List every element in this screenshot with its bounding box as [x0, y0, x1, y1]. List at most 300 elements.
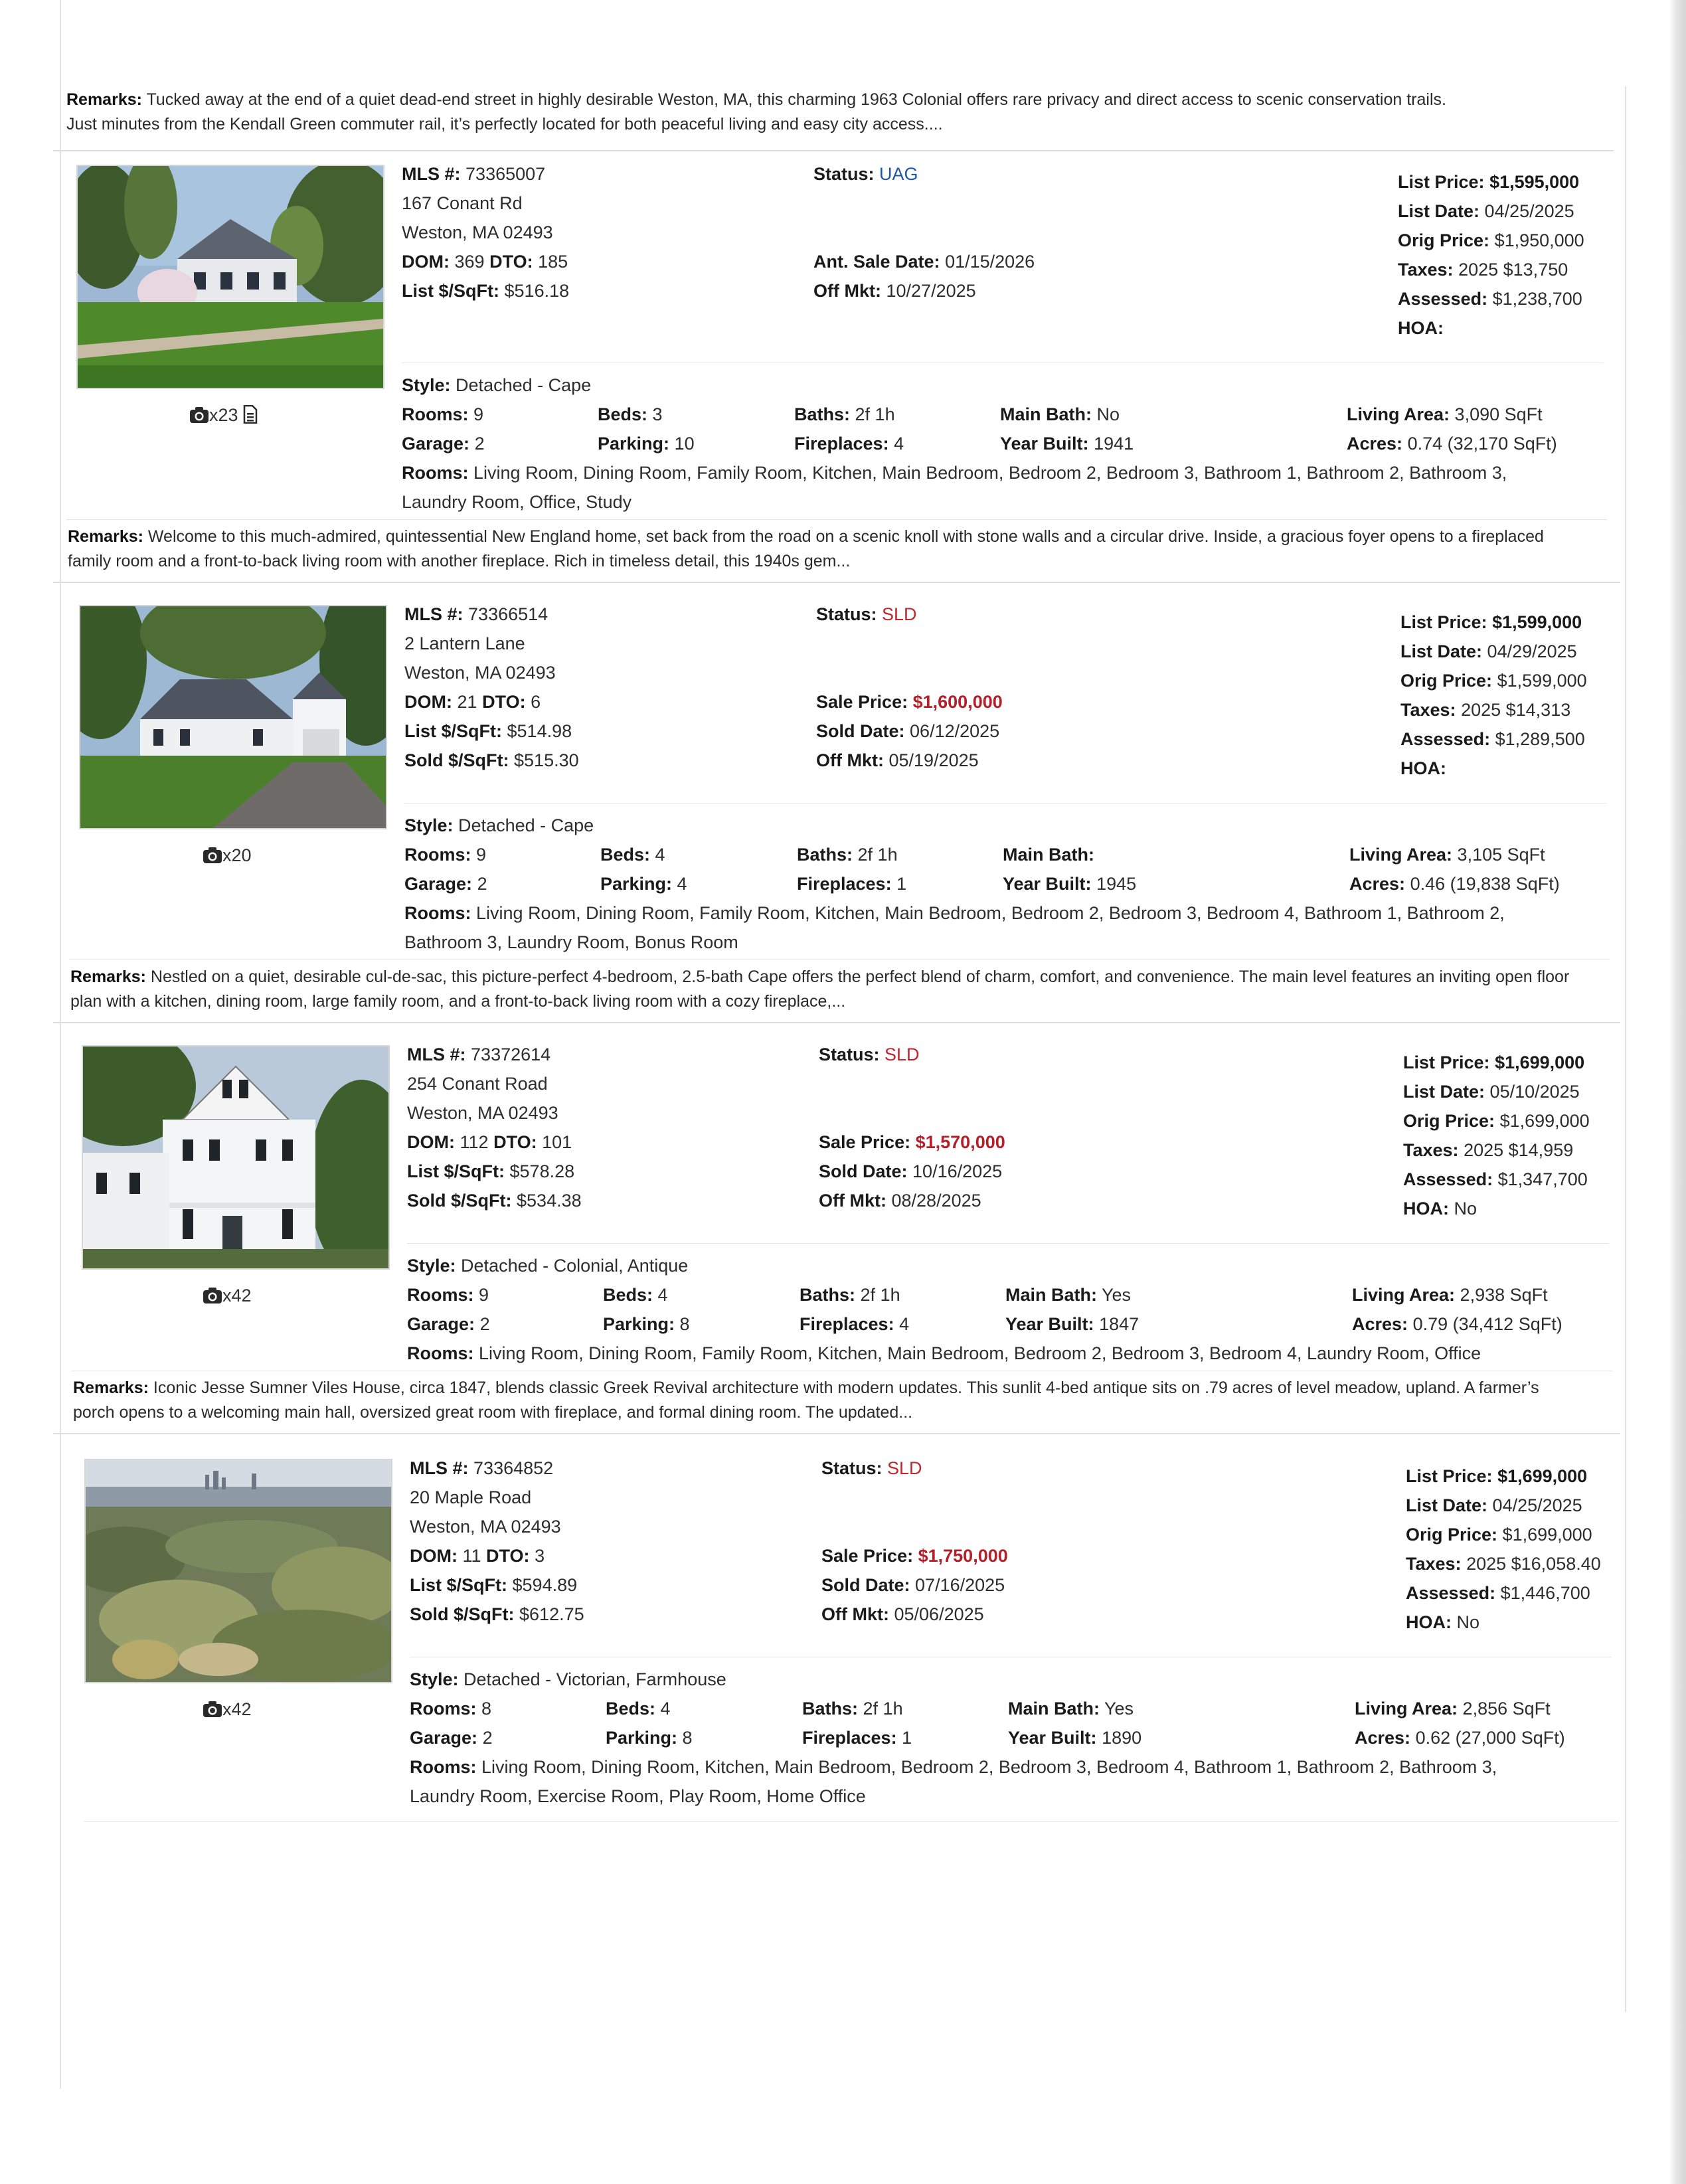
- acres-label: Acres:: [1349, 874, 1406, 894]
- status-label: Status:: [813, 164, 875, 184]
- detail-garage: [402, 429, 485, 458]
- status-value: SLD: [882, 604, 917, 624]
- year-built-label: Year Built:: [1003, 874, 1092, 894]
- living-area-value: 3,105 SqFt: [1457, 845, 1545, 865]
- hoa-label: HOA:: [1398, 318, 1444, 338]
- parking-label: Parking:: [606, 1728, 678, 1748]
- rooms-value: 9: [479, 1285, 489, 1305]
- detail-year-built: [1000, 429, 1134, 458]
- detail-fireplaces: [797, 869, 906, 898]
- detail-year-built: [1005, 1309, 1139, 1339]
- list-date-value: 05/10/2025: [1489, 1082, 1580, 1102]
- listing-pricing: [1400, 608, 1587, 783]
- rooms-list: [402, 458, 1507, 487]
- hoa-value: No: [1454, 1199, 1477, 1218]
- sale-price-label: Sale Price:: [816, 692, 908, 712]
- baths-label: Baths:: [794, 404, 851, 424]
- dto-value: 185: [538, 252, 568, 272]
- rooms-list-2-value: Bathroom 3, Laundry Room, Bonus Room: [404, 932, 738, 952]
- listing-photo[interactable]: [82, 1045, 390, 1270]
- fireplaces-value: 4: [894, 434, 904, 454]
- status-value: UAG: [879, 164, 918, 184]
- living-area-value: 2,938 SqFt: [1460, 1285, 1548, 1305]
- off-mkt-value: 05/19/2025: [888, 750, 979, 770]
- assessed-value: $1,446,700: [1500, 1583, 1590, 1603]
- rooms-list-1-value: Living Room, Dining Room, Family Room, Kitchen, Main Bedroom, Bedroom 2, Bedroom 3, Bedroom 4, Bathroom 1, Bathroom 2,: [476, 903, 1505, 923]
- style: [402, 371, 591, 400]
- remarks-separator: [66, 519, 1607, 520]
- year-built-value: 1945: [1096, 874, 1137, 894]
- rooms-list-label: Rooms:: [410, 1757, 477, 1777]
- off-mkt-label: Off Mkt:: [821, 1604, 889, 1624]
- sold-date-value: 06/12/2025: [910, 721, 1000, 741]
- garage-label: Garage:: [404, 874, 473, 894]
- detail-living-area: [1352, 1280, 1548, 1309]
- off-mkt-label: Off Mkt:: [819, 1191, 886, 1211]
- list-price-label: List Price:: [1400, 612, 1487, 632]
- year-built-label: Year Built:: [1000, 434, 1089, 454]
- rooms-label: Rooms:: [410, 1699, 477, 1719]
- acres-label: Acres:: [1355, 1728, 1411, 1748]
- ant-sale-label: Ant. Sale Date:: [813, 252, 940, 272]
- dto-value: 6: [531, 692, 541, 712]
- orig-price-label: Orig Price:: [1400, 671, 1493, 691]
- parking-label: Parking:: [598, 434, 670, 454]
- rooms-list: [407, 1339, 1481, 1368]
- detail-parking: [598, 429, 695, 458]
- listing-identity: [404, 600, 579, 775]
- main-bath-value: No: [1096, 404, 1120, 424]
- orig-price-label: Orig Price:: [1398, 230, 1490, 250]
- style-value: Detached - Victorian, Farmhouse: [464, 1669, 726, 1689]
- mls-value: 73366514: [468, 604, 548, 624]
- parking-value: 8: [679, 1314, 690, 1334]
- listing-remarks: [70, 965, 1578, 1014]
- sale-price-value: $1,600,000: [912, 692, 1003, 712]
- year-built-label: Year Built:: [1005, 1314, 1094, 1334]
- beds-value: 4: [655, 845, 665, 865]
- off-mkt-label: Off Mkt:: [813, 281, 881, 301]
- main-bath-label: Main Bath:: [1003, 845, 1094, 865]
- status-label: Status:: [816, 604, 877, 624]
- detail-year-built: [1003, 869, 1136, 898]
- hoa-label: HOA:: [1400, 758, 1446, 778]
- listing-identity: [410, 1454, 584, 1629]
- orig-price-value: $1,950,000: [1494, 230, 1584, 250]
- style-label: Style:: [402, 375, 451, 395]
- dom-value: 369: [454, 252, 485, 272]
- list-price-label: List Price:: [1398, 172, 1485, 192]
- camera-icon: [203, 1287, 222, 1309]
- document-icon[interactable]: [243, 405, 258, 428]
- taxes-value: 2025 $14,959: [1464, 1140, 1574, 1160]
- off-mkt-value: 05/06/2025: [894, 1604, 984, 1624]
- address1-value: 20 Maple Road: [410, 1487, 532, 1507]
- acres-value: 0.62 (27,000 SqFt): [1415, 1728, 1565, 1748]
- style: [404, 811, 594, 840]
- taxes-value: 2025 $13,750: [1458, 260, 1568, 280]
- listing-photo[interactable]: [79, 605, 387, 829]
- living-area-label: Living Area:: [1347, 404, 1450, 424]
- list-sqft-value: $516.18: [504, 281, 570, 301]
- detail-year-built: [1008, 1723, 1141, 1752]
- dto-label: DTO:: [489, 252, 533, 272]
- mls-label: MLS #:: [404, 604, 464, 624]
- main-bath-value: Yes: [1102, 1285, 1132, 1305]
- detail-beds: [606, 1694, 671, 1723]
- address2-value: Weston, MA 02493: [404, 663, 556, 683]
- baths-label: Baths:: [800, 1285, 856, 1305]
- off-mkt-value: 08/28/2025: [891, 1191, 981, 1211]
- sold-sqft-label: Sold $/SqFt:: [410, 1604, 515, 1624]
- acres-value: 0.74 (32,170 SqFt): [1407, 434, 1557, 454]
- rooms-list-label: Rooms:: [402, 463, 469, 483]
- detail-main-bath: [1003, 840, 1094, 869]
- detail-living-area: [1347, 400, 1543, 429]
- baths-value: 2f 1h: [860, 1285, 900, 1305]
- detail-fireplaces: [794, 429, 904, 458]
- baths-label: Baths:: [802, 1699, 859, 1719]
- dom-label: DOM:: [410, 1546, 458, 1566]
- garage-value: 2: [479, 1314, 490, 1334]
- living-area-value: 2,856 SqFt: [1462, 1699, 1551, 1719]
- detail-parking: [603, 1309, 690, 1339]
- assessed-value: $1,347,700: [1497, 1169, 1588, 1189]
- rooms-list-2-value: Laundry Room, Exercise Room, Play Room, Home Office: [410, 1786, 866, 1806]
- detail-acres: [1352, 1309, 1562, 1339]
- sale-price-label: Sale Price:: [821, 1546, 914, 1566]
- list-sqft-label: List $/SqFt:: [410, 1575, 507, 1595]
- detail-living-area: [1349, 840, 1545, 869]
- assessed-label: Assessed:: [1398, 289, 1488, 309]
- detail-garage: [410, 1723, 493, 1752]
- remarks-text: Welcome to this much-admired, quintessential New England home, set back from the road on a scenic knoll with stone walls and a circular drive. Inside, a gracious foyer opens to a fireplaced family room and a front-to-back living room with another fireplace. Rich in timeless detail, this 1940s gem...: [68, 527, 1544, 570]
- address2-value: Weston, MA 02493: [410, 1517, 561, 1537]
- fireplaces-label: Fireplaces:: [794, 434, 889, 454]
- parking-value: 10: [674, 434, 695, 454]
- off-mkt-value: 10/27/2025: [886, 281, 976, 301]
- top-remarks: [66, 88, 1481, 137]
- scan-edge: [1669, 0, 1686, 2184]
- sold-sqft-value: $515.30: [514, 750, 579, 770]
- dom-label: DOM:: [404, 692, 452, 712]
- parking-label: Parking:: [603, 1314, 675, 1334]
- listing-photo[interactable]: [76, 165, 384, 389]
- address1-value: 254 Conant Road: [407, 1074, 548, 1094]
- beds-value: 3: [652, 404, 663, 424]
- detail-garage: [407, 1309, 490, 1339]
- detail-parking: [600, 869, 687, 898]
- rooms-label: Rooms:: [407, 1285, 474, 1305]
- detail-garage: [404, 869, 487, 898]
- detail-rooms: [404, 840, 486, 869]
- detail-baths: [797, 840, 898, 869]
- address2-value: Weston, MA 02493: [407, 1103, 558, 1123]
- remarks-text: Tucked away at the end of a quiet dead-end street in highly desirable Weston, MA, this charming 1963 Colonial offers rare privacy and direct access to scenic conservation trails. Just minutes from the Kendall Green commuter rail, it’s perfectly located for both peaceful living and easy city access....: [66, 90, 1446, 133]
- assessed-label: Assessed:: [1406, 1583, 1496, 1603]
- list-date-value: 04/25/2025: [1484, 201, 1574, 221]
- garage-value: 2: [474, 434, 485, 454]
- ant-sale-date-value: 01/15/2026: [945, 252, 1035, 272]
- detail-living-area: [1355, 1694, 1551, 1723]
- listing-status: [813, 159, 1035, 335]
- living-area-label: Living Area:: [1352, 1285, 1456, 1305]
- list-price-value: $1,699,000: [1497, 1466, 1588, 1486]
- sold-sqft-label: Sold $/SqFt:: [404, 750, 509, 770]
- parking-value: 8: [682, 1728, 693, 1748]
- list-price-label: List Price:: [1406, 1466, 1493, 1486]
- acres-value: 0.79 (34,412 SqFt): [1412, 1314, 1562, 1334]
- rooms-value: 9: [476, 845, 487, 865]
- living-area-label: Living Area:: [1355, 1699, 1458, 1719]
- style-value: Detached - Cape: [458, 815, 594, 835]
- living-area-value: 3,090 SqFt: [1454, 404, 1543, 424]
- status-value: SLD: [885, 1045, 920, 1064]
- style-value: Detached - Colonial, Antique: [461, 1256, 689, 1276]
- list-date-label: List Date:: [1400, 641, 1483, 661]
- address2-value: Weston, MA 02493: [402, 222, 553, 242]
- baths-value: 2f 1h: [855, 404, 895, 424]
- listing-identity: [407, 1040, 582, 1215]
- rooms-label: Rooms:: [402, 404, 469, 424]
- details-separator: [407, 1243, 1609, 1244]
- remarks-label: Remarks:: [68, 527, 143, 546]
- beds-value: 4: [660, 1699, 671, 1719]
- mls-value: 73372614: [471, 1045, 551, 1064]
- detail-rooms: [407, 1280, 489, 1309]
- detail-acres: [1347, 429, 1557, 458]
- listing-photo[interactable]: [84, 1459, 392, 1683]
- parking-label: Parking:: [600, 874, 673, 894]
- style-label: Style:: [407, 1256, 456, 1276]
- listing-separator: [53, 150, 1614, 151]
- detail-fireplaces: [802, 1723, 912, 1752]
- beds-label: Beds:: [598, 404, 648, 424]
- photo-count[interactable]: x20: [203, 845, 252, 869]
- listing-status: [821, 1454, 1008, 1629]
- sold-date-label: Sold Date:: [816, 721, 905, 741]
- listing-separator: [53, 1433, 1620, 1434]
- page-frame-right: [1625, 86, 1626, 2012]
- address1-value: 2 Lantern Lane: [404, 633, 525, 653]
- beds-label: Beds:: [603, 1285, 653, 1305]
- rooms-value: 8: [481, 1699, 492, 1719]
- list-sqft-label: List $/SqFt:: [404, 721, 502, 741]
- list-price-value: $1,599,000: [1492, 612, 1582, 632]
- year-built-label: Year Built:: [1008, 1728, 1097, 1748]
- main-bath-label: Main Bath:: [1008, 1699, 1100, 1719]
- rooms-list-cont: [402, 487, 632, 517]
- taxes-value: 2025 $14,313: [1461, 700, 1571, 720]
- detail-baths: [802, 1694, 903, 1723]
- rooms-list-label: Rooms:: [407, 1343, 474, 1363]
- style-label: Style:: [404, 815, 454, 835]
- fireplaces-label: Fireplaces:: [797, 874, 892, 894]
- style-label: Style:: [410, 1669, 459, 1689]
- parking-value: 4: [677, 874, 687, 894]
- rooms-list-1-value: Living Room, Dining Room, Family Room, Kitchen, Main Bedroom, Bedroom 2, Bedroom 3, Bedroom 4, Laundry Room, Office: [479, 1343, 1481, 1363]
- detail-fireplaces: [800, 1309, 909, 1339]
- sold-date-label: Sold Date:: [819, 1161, 908, 1181]
- taxes-label: Taxes:: [1406, 1554, 1462, 1574]
- listing-pricing: [1403, 1048, 1590, 1223]
- assessed-value: $1,289,500: [1495, 729, 1585, 749]
- sold-sqft-value: $534.38: [517, 1191, 582, 1211]
- taxes-value: 2025 $16,058.40: [1466, 1554, 1601, 1574]
- rooms-label: Rooms:: [404, 845, 471, 865]
- photo-count[interactable]: x23: [189, 405, 258, 428]
- rooms-list-1-value: Living Room, Dining Room, Kitchen, Main Bedroom, Bedroom 2, Bedroom 3, Bedroom 4, Bathroom 1, Bathroom 2, Bathroom 3,: [481, 1757, 1497, 1777]
- mls-label: MLS #:: [410, 1458, 469, 1478]
- year-built-value: 1890: [1102, 1728, 1142, 1748]
- garage-value: 2: [482, 1728, 493, 1748]
- acres-label: Acres:: [1347, 434, 1403, 454]
- photo-count[interactable]: x42: [203, 1699, 252, 1722]
- hoa-label: HOA:: [1403, 1199, 1449, 1218]
- list-price-label: List Price:: [1403, 1052, 1490, 1072]
- garage-label: Garage:: [410, 1728, 478, 1748]
- listing-end-separator: [84, 1821, 1618, 1822]
- remarks-text: Nestled on a quiet, desirable cul-de-sac, this picture-perfect 4-bedroom, 2.5-bath Cape offers the perfect blend of charm, comfort, and convenience. The main level features an inviting open floor plan with a kitchen, dining room, large family room, and a front-to-back living room with a cozy fireplace,...: [70, 967, 1570, 1011]
- detail-acres: [1349, 869, 1560, 898]
- taxes-label: Taxes:: [1403, 1140, 1459, 1160]
- detail-rooms: [402, 400, 483, 429]
- orig-price-label: Orig Price:: [1403, 1111, 1495, 1131]
- list-date-value: 04/25/2025: [1492, 1495, 1582, 1515]
- status-label: Status:: [819, 1045, 880, 1064]
- sale-price-value: $1,570,000: [915, 1132, 1005, 1152]
- assessed-label: Assessed:: [1400, 729, 1491, 749]
- address1-value: 167 Conant Rd: [402, 193, 523, 213]
- detail-parking: [606, 1723, 693, 1752]
- dto-label: DTO:: [493, 1132, 537, 1152]
- listing-pricing: [1406, 1462, 1601, 1637]
- listing-remarks: [73, 1376, 1580, 1425]
- dto-value: 3: [535, 1546, 545, 1566]
- year-built-value: 1941: [1094, 434, 1134, 454]
- off-mkt-label: Off Mkt:: [816, 750, 884, 770]
- mls-label: MLS #:: [402, 164, 461, 184]
- status-label: Status:: [821, 1458, 883, 1478]
- orig-price-label: Orig Price:: [1406, 1525, 1498, 1545]
- dto-label: DTO:: [486, 1546, 530, 1566]
- sold-sqft-value: $612.75: [519, 1604, 584, 1624]
- rooms-list: [410, 1752, 1497, 1782]
- remarks-label: Remarks:: [70, 967, 146, 986]
- sold-date-value: 10/16/2025: [912, 1161, 1003, 1181]
- garage-value: 2: [477, 874, 487, 894]
- fireplaces-value: 1: [896, 874, 907, 894]
- assessed-label: Assessed:: [1403, 1169, 1493, 1189]
- detail-beds: [598, 400, 663, 429]
- list-sqft-value: $578.28: [509, 1161, 575, 1181]
- page-frame-left: [60, 0, 61, 2088]
- listing-separator: [53, 582, 1620, 583]
- beds-value: 4: [657, 1285, 668, 1305]
- detail-main-bath: [1005, 1280, 1131, 1309]
- camera-icon: [189, 406, 209, 428]
- listing-status: [819, 1040, 1005, 1215]
- style: [410, 1665, 726, 1694]
- style-value: Detached - Cape: [456, 375, 592, 395]
- dom-label: DOM:: [402, 252, 450, 272]
- rooms-list: [404, 898, 1505, 928]
- rooms-list-cont: [404, 928, 738, 957]
- status-value: SLD: [887, 1458, 922, 1478]
- hoa-value: No: [1456, 1612, 1480, 1632]
- garage-label: Garage:: [402, 434, 470, 454]
- detail-baths: [794, 400, 895, 429]
- dto-label: DTO:: [482, 692, 526, 712]
- taxes-label: Taxes:: [1398, 260, 1454, 280]
- baths-label: Baths:: [797, 845, 853, 865]
- list-date-label: List Date:: [1398, 201, 1480, 221]
- main-bath-label: Main Bath:: [1005, 1285, 1097, 1305]
- listing-identity: [402, 159, 569, 335]
- year-built-value: 1847: [1099, 1314, 1139, 1334]
- acres-value: 0.46 (19,838 SqFt): [1410, 874, 1560, 894]
- dom-label: DOM:: [407, 1132, 455, 1152]
- sold-sqft-label: Sold $/SqFt:: [407, 1191, 512, 1211]
- listing-remarks: [68, 525, 1575, 574]
- beds-label: Beds:: [606, 1699, 656, 1719]
- dom-value: 112: [460, 1132, 489, 1152]
- detail-rooms: [410, 1694, 491, 1723]
- fireplaces-label: Fireplaces:: [800, 1314, 894, 1334]
- list-date-label: List Date:: [1406, 1495, 1488, 1515]
- remarks-label: Remarks:: [73, 1379, 149, 1397]
- listing-separator: [53, 1022, 1620, 1023]
- style: [407, 1251, 688, 1280]
- baths-value: 2f 1h: [857, 845, 898, 865]
- orig-price-value: $1,699,000: [1502, 1525, 1592, 1545]
- detail-beds: [600, 840, 665, 869]
- list-date-value: 04/29/2025: [1487, 641, 1577, 661]
- camera-icon: [203, 1701, 222, 1722]
- list-sqft-label: List $/SqFt:: [407, 1161, 505, 1181]
- rooms-list-label: Rooms:: [404, 903, 471, 923]
- rooms-list-2-value: Laundry Room, Office, Study: [402, 492, 632, 512]
- list-sqft-value: $594.89: [512, 1575, 578, 1595]
- main-bath-value: Yes: [1104, 1699, 1134, 1719]
- remarks-text: Iconic Jesse Sumner Viles House, circa 1847, blends classic Greek Revival architecture with modern updates. This sunlit 4-bed antique sits on .79 acres of level meadow, upland. A farmer’s porch opens to a welcoming main hall, oversized great room with fireplace, and formal dining room. The updated...: [73, 1379, 1539, 1422]
- remarks-label: Remarks:: [66, 90, 142, 109]
- fireplaces-label: Fireplaces:: [802, 1728, 897, 1748]
- detail-main-bath: [1000, 400, 1120, 429]
- rooms-value: 9: [473, 404, 484, 424]
- dom-value: 21: [457, 692, 477, 712]
- list-sqft-value: $514.98: [507, 721, 572, 741]
- fireplaces-value: 4: [899, 1314, 910, 1334]
- sold-date-label: Sold Date:: [821, 1575, 910, 1595]
- baths-value: 2f 1h: [863, 1699, 903, 1719]
- photo-count[interactable]: x42: [203, 1286, 252, 1309]
- listing-status: [816, 600, 1003, 775]
- hoa-label: HOA:: [1406, 1612, 1452, 1632]
- assessed-value: $1,238,700: [1492, 289, 1582, 309]
- detail-baths: [800, 1280, 900, 1309]
- dto-value: 101: [542, 1132, 572, 1152]
- mls-value: 73365007: [465, 164, 546, 184]
- orig-price-value: $1,599,000: [1497, 671, 1587, 691]
- list-price-value: $1,699,000: [1495, 1052, 1585, 1072]
- orig-price-value: $1,699,000: [1499, 1111, 1590, 1131]
- taxes-label: Taxes:: [1400, 700, 1456, 720]
- sale-price-label: Sale Price:: [819, 1132, 911, 1152]
- rooms-list-1-value: Living Room, Dining Room, Family Room, Kitchen, Main Bedroom, Bedroom 2, Bedroom 3, Bathroom 1, Bathroom 2, Bathroom 3,: [473, 463, 1507, 483]
- beds-label: Beds:: [600, 845, 651, 865]
- living-area-label: Living Area:: [1349, 845, 1453, 865]
